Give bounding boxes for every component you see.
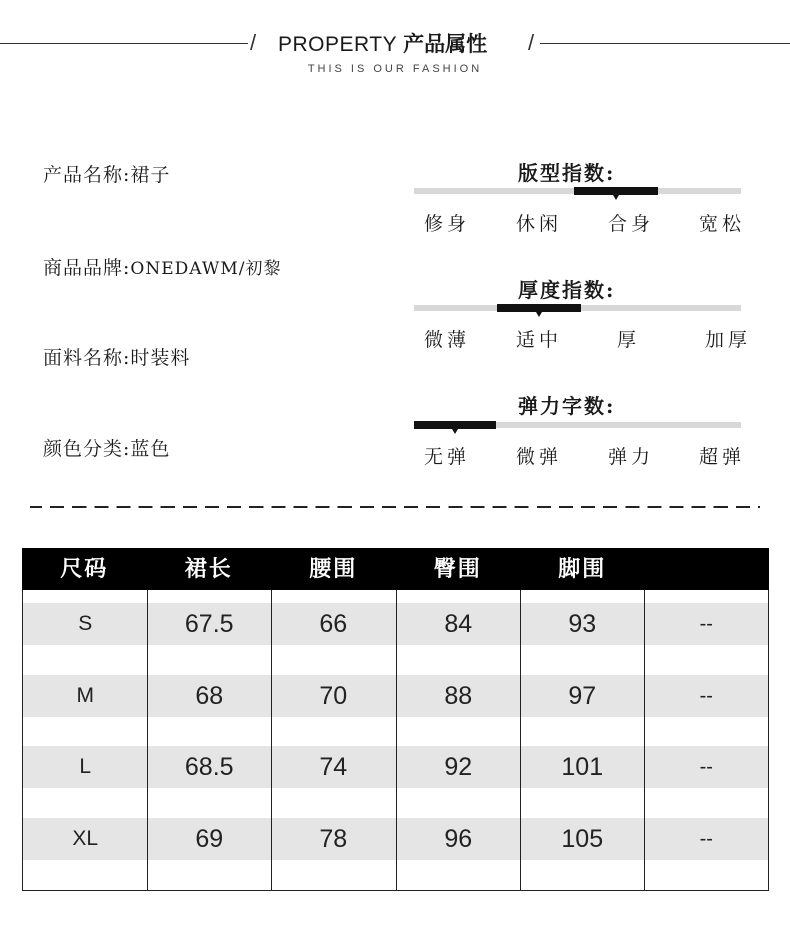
fit-index-pointer [613,195,619,200]
property-label: 产品名称: [43,164,131,186]
fit-index-marker [574,187,658,195]
thickness-index-marker [497,304,581,312]
thickness-option: 厚 [617,329,641,351]
fit-index-bar [414,188,741,194]
table-cell: 101 [561,753,604,781]
table-cell: 66 [319,610,348,638]
elasticity-option: 微弹 [516,446,563,468]
table-cell: 69 [195,825,224,853]
header-hem: 脚围 [558,556,607,582]
elasticity-index-bar [414,422,741,428]
elasticity-index-marker [414,421,496,429]
header-slash-left: / [250,30,257,55]
page-title-cn: 产品属性 [403,31,488,56]
property-value: 时装料 [130,347,191,369]
table-cell: 70 [319,682,348,710]
property-value: 裙子 [130,164,171,186]
header-waist: 腰围 [309,556,358,582]
table-cell: M [76,684,94,707]
fit-index-title: 版型指数: [518,161,616,185]
table-cell: 93 [568,610,597,638]
table-cell: -- [699,613,713,635]
table-cell: S [78,612,93,635]
elasticity-index-title: 弹力字数: [518,394,616,418]
thickness-index-bar [414,305,741,311]
size-table-header [22,548,769,590]
page-title [278,28,487,58]
property-value: ONEDAWM/初黎 [130,259,282,279]
property-value: 蓝色 [130,438,171,460]
table-cell: 68.5 [184,753,234,781]
table-cell: 67.5 [184,610,234,638]
thickness-option-selected: 适中 [516,329,563,351]
table-cell: 97 [568,682,597,710]
page-title-en: PROPERTY [278,33,398,56]
table-cell: 74 [319,753,348,781]
fit-option: 宽松 [699,213,746,235]
elasticity-option-selected: 无弹 [424,446,471,468]
property-label: 颜色分类: [43,438,131,460]
size-table [22,548,769,891]
property-color [43,434,170,461]
table-cell: 84 [444,610,473,638]
property-brand [43,253,281,280]
fit-option: 修身 [424,213,471,235]
page-subtitle: THIS IS OUR FASHION [307,63,483,75]
table-cell: XL [72,827,99,850]
table-cell: -- [699,828,713,850]
table-cell: 92 [444,753,473,781]
table-cell: 68 [195,682,224,710]
elasticity-option: 弹力 [608,446,655,468]
header-skirt-length: 裙长 [184,556,233,582]
thickness-option: 微薄 [424,329,471,351]
thickness-index-title: 厚度指数: [518,278,616,302]
header-slash-right: / [528,30,535,55]
elasticity-option: 超弹 [699,446,746,468]
table-cell: -- [699,685,713,707]
thickness-option: 加厚 [705,329,752,351]
header-size: 尺码 [60,556,109,582]
elasticity-index-pointer [452,429,458,434]
table-cell: -- [699,756,713,778]
header-line-right [540,43,790,44]
thickness-index-pointer [536,312,542,317]
table-cell: 96 [444,825,473,853]
property-fabric [43,343,190,370]
header-empty [645,548,770,590]
table-cell: 78 [319,825,348,853]
fit-option-selected: 合身 [608,213,655,235]
size-table-body [22,590,769,891]
property-label: 面料名称: [43,347,131,369]
section-divider [30,506,760,508]
table-cell: L [79,755,92,778]
header-hip: 臀围 [433,556,482,582]
property-label: 商品品牌: [43,257,131,279]
property-name [43,160,170,187]
fit-option: 休闲 [516,213,563,235]
header-line-left [0,43,248,44]
table-cell: 88 [444,682,473,710]
table-cell: 105 [561,825,604,853]
